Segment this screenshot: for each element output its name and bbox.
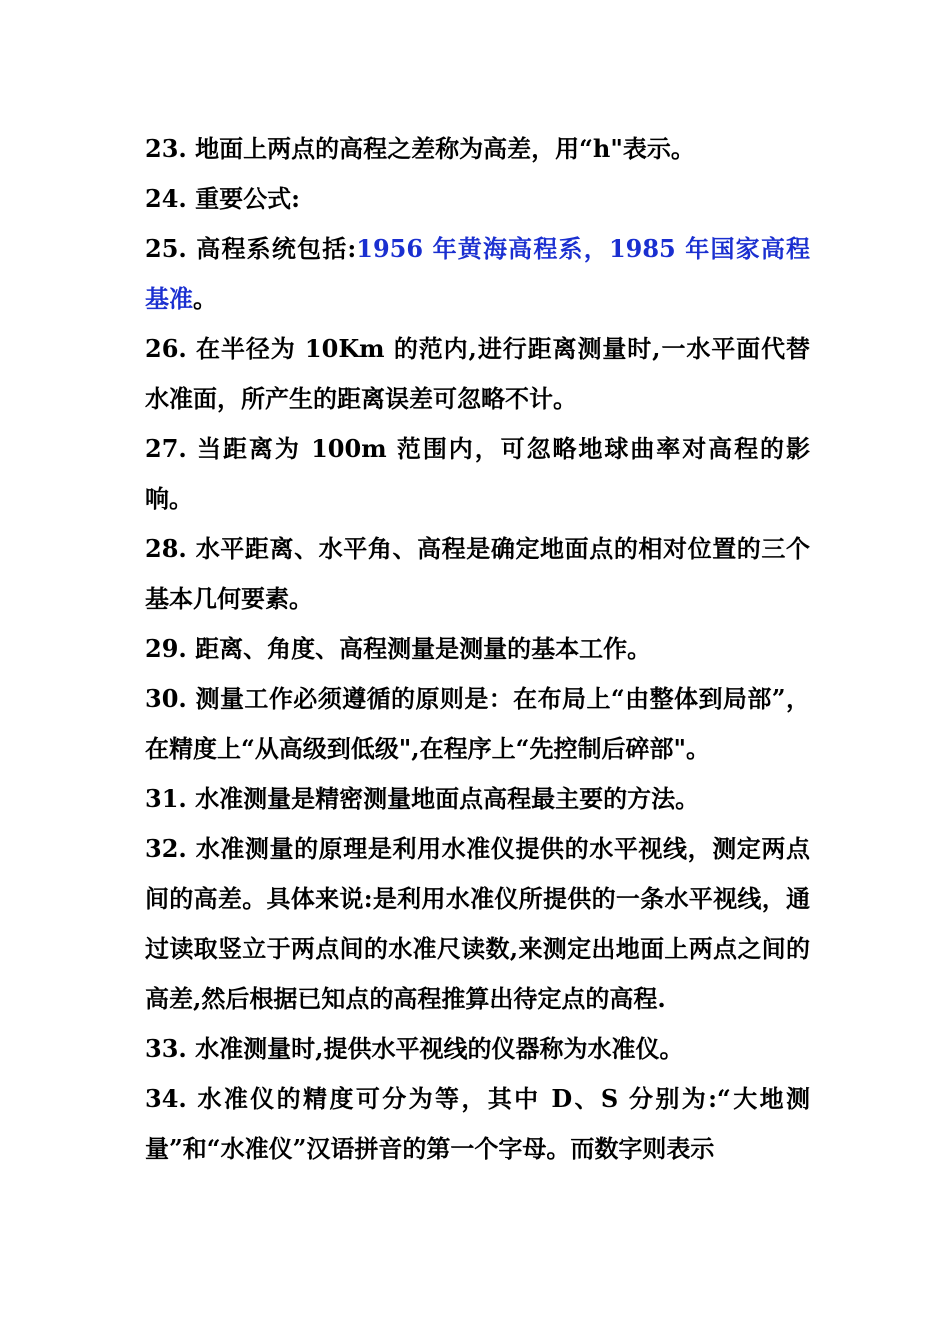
paragraph-27: 27. 当距离为 100m 范围内，可忽略地球曲率对高程的影响。 [145,434,810,513]
paragraph-33: 33. 水准测量时,提供水平视线的仪器称为水准仪。 [145,1034,684,1063]
paragraph-25-suffix: 。 [193,284,217,313]
paragraph-26: 26. 在半径为 10Km 的范内,进行距离测量时,一水平面代替水准面，所产生的距离误差可忽略不计。 [145,334,810,413]
paragraph-24: 24. 重要公式: [145,184,300,213]
paragraph-31: 31. 水准测量是精密测量地面点高程最主要的方法。 [145,784,700,813]
paragraph-28: 28. 水平距离、水平角、高程是确定地面点的相对位置的三个基本几何要素。 [145,534,810,613]
paragraph-32: 32. 水准测量的原理是利用水准仪提供的水平视线，测定两点间的高差。具体来说:是利用水准仪所提供的一条水平视线，通过读取竖立于两点间的水准尺读数,来测定出地面上两点之间的高差,然后根据已知点的高程推算出待定点的高程. [145,834,810,1013]
paragraph-34: 34. 水准仪的精度可分为等，其中 D、S 分别为:“大地测量”和“水准仪”汉语拼音的第一个字母。而数字则表示 [145,1084,810,1163]
paragraph-25-prefix: 25. 高程系统包括: [145,234,357,263]
document-body [145,124,810,1174]
paragraph-30: 30. 测量工作必须遵循的原则是：在布局上“由整体到局部”，在精度上“从高级到低级",在程序上“先控制后碎部"。 [145,684,810,763]
highlight-1985-datum: 1985 年国家高程基准 [145,234,811,313]
highlight-separator: ， [583,234,609,263]
paragraph-29: 29. 距离、角度、高程测量是测量的基本工作。 [145,634,652,663]
highlight-1956-datum: 1956 年黄海高程系 [356,234,584,263]
paragraph-23: 23. 地面上两点的高程之差称为高差，用“h"表示。 [145,134,695,163]
paragraph-25 [145,224,810,324]
